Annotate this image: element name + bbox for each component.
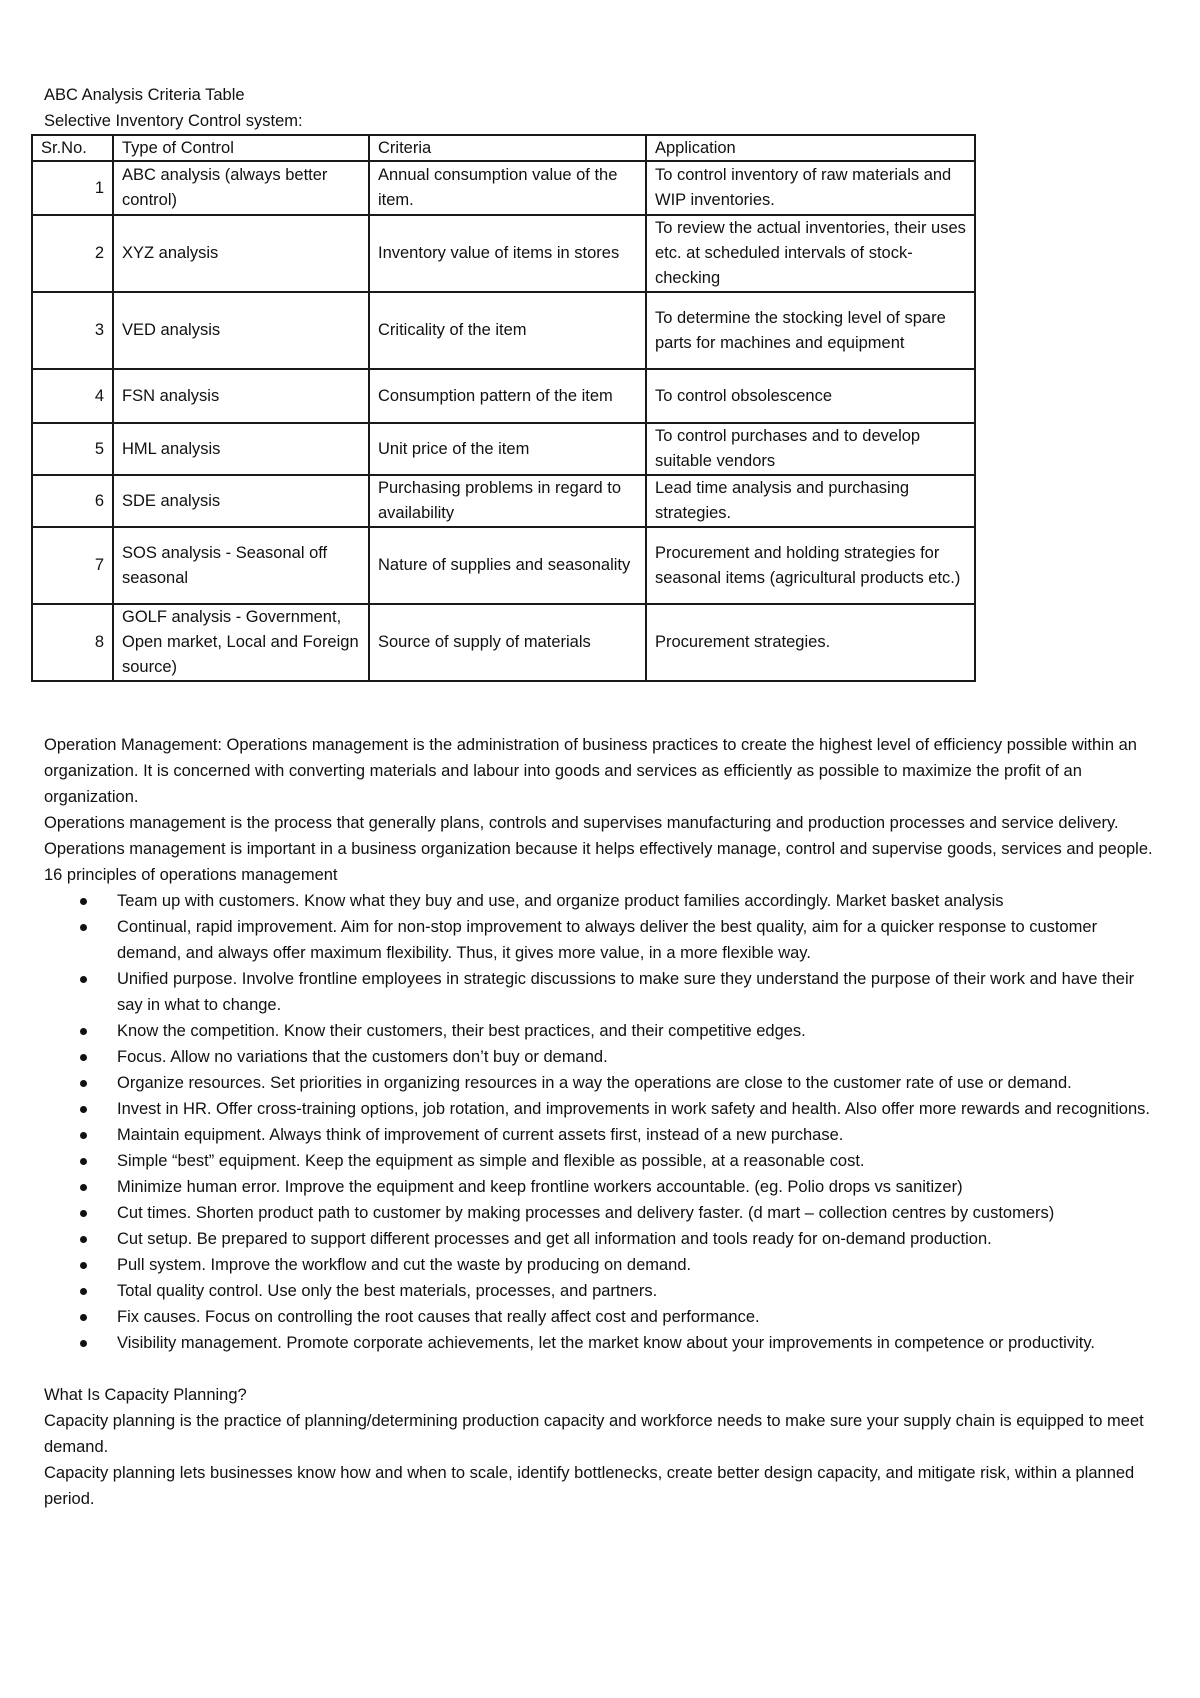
cell-criteria: Criticality of the item	[369, 292, 646, 369]
bullet-icon	[80, 1236, 87, 1243]
cell-sr-no: 7	[32, 527, 113, 604]
list-item-text: Team up with customers. Know what they buy and use, and organize product families accordingly. Market basket analysis	[117, 892, 1004, 910]
list-item	[44, 914, 1164, 966]
operations-section	[44, 732, 1164, 1512]
cell-type: GOLF analysis - Government, Open market, Local and Foreign source)	[113, 604, 369, 681]
cell-criteria: Annual consumption value of the item.	[369, 161, 646, 215]
list-item	[44, 1330, 1164, 1356]
cell-application: To determine the stocking level of spare parts for machines and equipment	[646, 292, 975, 369]
section-spacer	[44, 1356, 1164, 1382]
cell-type: VED analysis	[113, 292, 369, 369]
list-item	[44, 1200, 1164, 1226]
list-item	[44, 1304, 1164, 1330]
bullet-icon	[80, 1054, 87, 1061]
bullet-icon	[80, 1184, 87, 1191]
list-item-text: Maintain equipment. Always think of improvement of current assets first, instead of a new purchase.	[117, 1126, 844, 1144]
cell-type: SDE analysis	[113, 475, 369, 527]
header-sr-no: Sr.No.	[32, 135, 113, 161]
principles-list	[44, 888, 1164, 1356]
cell-application: To control inventory of raw materials and WIP inventories.	[646, 161, 975, 215]
list-item-text: Simple “best” equipment. Keep the equipment as simple and flexible as possible, at a reasonable cost.	[117, 1152, 865, 1170]
table-row	[32, 423, 975, 475]
cell-criteria: Unit price of the item	[369, 423, 646, 475]
list-item-text: Pull system. Improve the workflow and cut the waste by producing on demand.	[117, 1256, 692, 1274]
bullet-icon	[80, 1210, 87, 1217]
cell-application: Procurement and holding strategies for seasonal items (agricultural products etc.)	[646, 527, 975, 604]
list-item	[44, 1096, 1164, 1122]
bullet-icon	[80, 1106, 87, 1113]
header-type-of-control: Type of Control	[113, 135, 369, 161]
list-item-text: Invest in HR. Offer cross-training options, job rotation, and improvements in work safety and health. Also offer more rewards and recognitions.	[117, 1100, 1150, 1118]
cell-application: Procurement strategies.	[646, 604, 975, 681]
bullet-icon	[80, 1080, 87, 1087]
list-item-text: Total quality control. Use only the best materials, processes, and partners.	[117, 1282, 658, 1300]
list-item	[44, 1070, 1164, 1096]
document-title: ABC Analysis Criteria Table	[44, 86, 245, 104]
list-item-text: Fix causes. Focus on controlling the root causes that really affect cost and performance.	[117, 1308, 760, 1326]
cell-sr-no: 5	[32, 423, 113, 475]
cell-criteria: Source of supply of materials	[369, 604, 646, 681]
cell-application: To control obsolescence	[646, 369, 975, 423]
cell-type: HML analysis	[113, 423, 369, 475]
table-row	[32, 161, 975, 215]
bullet-icon	[80, 1340, 87, 1347]
list-item-text: Minimize human error. Improve the equipment and keep frontline workers accountable. (eg. Polio drops vs sanitizer)	[117, 1178, 963, 1196]
cell-type: ABC analysis (always better control)	[113, 161, 369, 215]
bullet-icon	[80, 1158, 87, 1165]
list-item	[44, 966, 1164, 1018]
operations-process-paragraph: Operations management is the process that generally plans, controls and supervises manufacturing and production processes and service delivery. Operations management is important in a business organization because it helps effectively manage, control and supervise goods, services and people.	[44, 814, 1153, 858]
bullet-icon	[80, 1288, 87, 1295]
cell-sr-no: 2	[32, 215, 113, 292]
table-row	[32, 475, 975, 527]
operations-definition-paragraph: Operation Management: Operations management is the administration of business practices to create the highest level of efficiency possible within an organization. It is concerned with converting materials and labour into goods and services as efficiently as possible to maximize the profit of an organization.	[44, 736, 1137, 806]
list-item-text: Cut times. Shorten product path to customer by making processes and delivery faster. (d mart – collection centres by customers)	[117, 1204, 1055, 1222]
capacity-benefits-paragraph: Capacity planning lets businesses know how and when to scale, identify bottlenecks, create better design capacity, and mitigate risk, within a planned period.	[44, 1464, 1135, 1508]
bullet-icon	[80, 1262, 87, 1269]
list-item	[44, 1044, 1164, 1070]
cell-application: Lead time analysis and purchasing strategies.	[646, 475, 975, 527]
bullet-icon	[80, 1028, 87, 1035]
cell-type: FSN analysis	[113, 369, 369, 423]
header-criteria: Criteria	[369, 135, 646, 161]
cell-criteria: Nature of supplies and seasonality	[369, 527, 646, 604]
list-item-text: Unified purpose. Involve frontline employees in strategic discussions to make sure they understand the purpose of their work and have their say in what to change.	[117, 970, 1135, 1014]
table-row	[32, 292, 975, 369]
list-item-text: Visibility management. Promote corporate achievements, let the market know about your improvements in competence or productivity.	[117, 1334, 1095, 1352]
cell-application: To review the actual inventories, their uses etc. at scheduled intervals of stock-checking	[646, 215, 975, 292]
table-row	[32, 604, 975, 681]
list-item	[44, 1148, 1164, 1174]
table-row	[32, 527, 975, 604]
list-item-text: Continual, rapid improvement. Aim for non-stop improvement to always deliver the best quality, aim for a quicker response to customer demand, and always offer maximum flexibility. Thus, it gives more value, in a more flexible way.	[117, 918, 1098, 962]
table-header-row	[32, 135, 975, 161]
list-item-text: Focus. Allow no variations that the customers don’t buy or demand.	[117, 1048, 608, 1066]
abc-criteria-table	[31, 134, 976, 682]
cell-sr-no: 4	[32, 369, 113, 423]
list-item	[44, 888, 1164, 914]
list-item-text: Cut setup. Be prepared to support different processes and get all information and tools ready for on-demand production.	[117, 1230, 992, 1248]
bullet-icon	[80, 1132, 87, 1139]
cell-type: SOS analysis - Seasonal off seasonal	[113, 527, 369, 604]
cell-criteria: Inventory value of items in stores	[369, 215, 646, 292]
list-item-text: Know the competition. Know their customers, their best practices, and their competitive edges.	[117, 1022, 806, 1040]
list-item	[44, 1122, 1164, 1148]
cell-type: XYZ analysis	[113, 215, 369, 292]
bullet-icon	[80, 924, 87, 931]
list-item	[44, 1174, 1164, 1200]
cell-sr-no: 8	[32, 604, 113, 681]
cell-criteria: Purchasing problems in regard to availability	[369, 475, 646, 527]
header-application: Application	[646, 135, 975, 161]
cell-sr-no: 1	[32, 161, 113, 215]
capacity-definition-paragraph: Capacity planning is the practice of planning/determining production capacity and workforce needs to make sure your supply chain is equipped to meet demand.	[44, 1412, 1144, 1456]
bullet-icon	[80, 1314, 87, 1321]
document-subtitle: Selective Inventory Control system:	[44, 112, 303, 130]
bullet-icon	[80, 976, 87, 983]
principles-heading: 16 principles of operations management	[44, 866, 338, 884]
table-row	[32, 215, 975, 292]
list-item	[44, 1226, 1164, 1252]
capacity-heading: What Is Capacity Planning?	[44, 1386, 247, 1404]
list-item	[44, 1018, 1164, 1044]
list-item	[44, 1252, 1164, 1278]
table-row	[32, 369, 975, 423]
list-item	[44, 1278, 1164, 1304]
cell-application: To control purchases and to develop suitable vendors	[646, 423, 975, 475]
cell-sr-no: 6	[32, 475, 113, 527]
list-item-text: Organize resources. Set priorities in organizing resources in a way the operations are close to the customer rate of use or demand.	[117, 1074, 1072, 1092]
cell-sr-no: 3	[32, 292, 113, 369]
cell-criteria: Consumption pattern of the item	[369, 369, 646, 423]
bullet-icon	[80, 898, 87, 905]
